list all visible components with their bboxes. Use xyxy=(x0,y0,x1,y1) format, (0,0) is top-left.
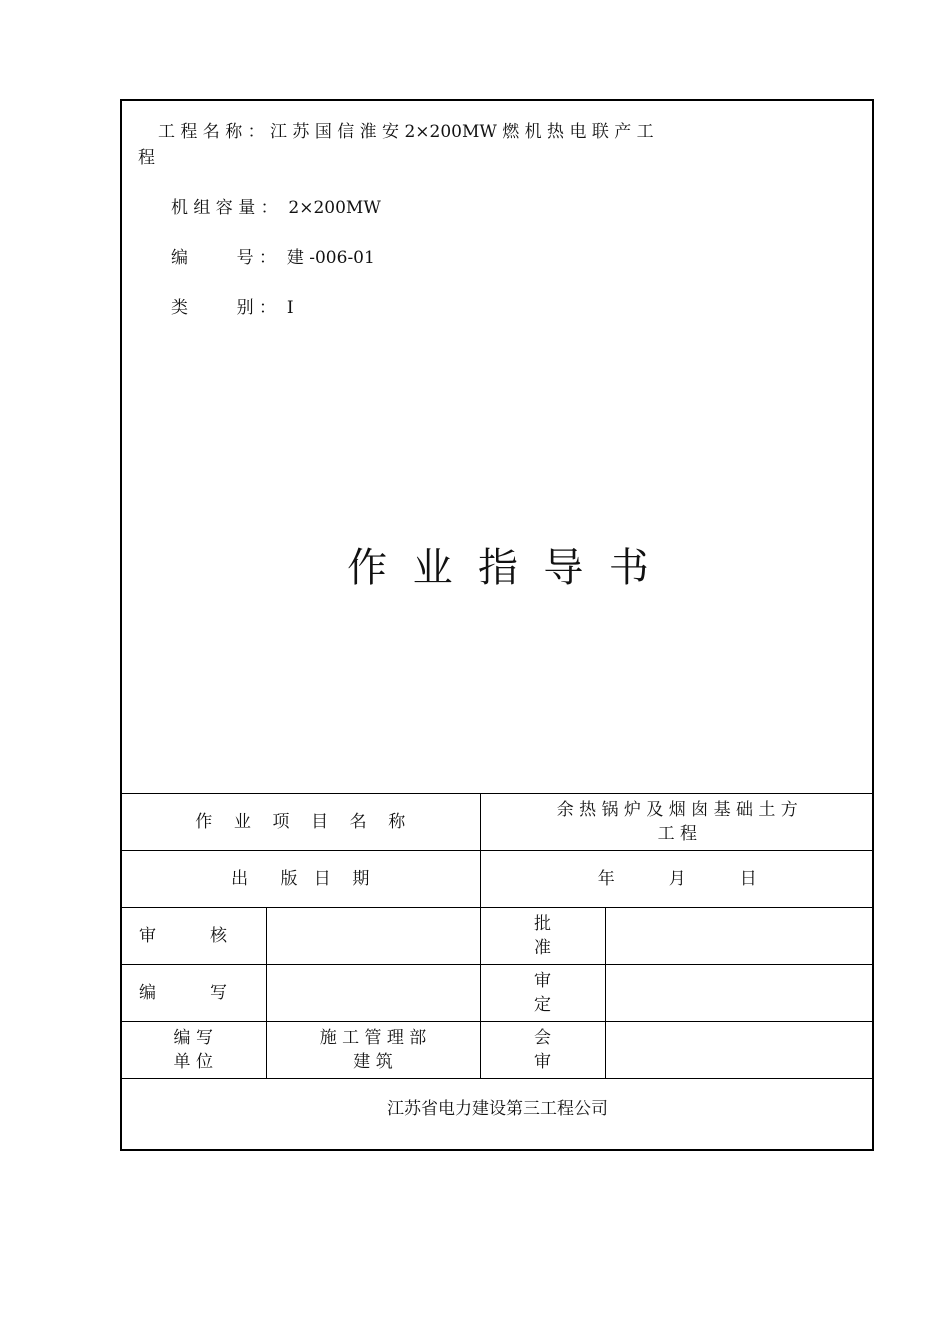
approve-label: 批 准 xyxy=(480,908,605,965)
write-unit-value: 施 工 管 理 部 建 筑 xyxy=(266,1022,480,1079)
document-title: 作 业 指 导 书 xyxy=(347,545,649,591)
project-name-line-2: 程 xyxy=(138,148,155,168)
info-table xyxy=(121,793,874,1150)
countersign-value xyxy=(605,1022,874,1079)
work-item-name-value: 余 热 锅 炉 及 烟 囱 基 础 土 方 工 程 xyxy=(480,794,874,851)
table-row xyxy=(121,1022,874,1079)
document-number: 编 号 ： 建 -006-01 xyxy=(171,248,375,268)
write-label: 编 写 xyxy=(121,965,266,1022)
check-label: 审 定 xyxy=(480,965,605,1022)
document-category: 类 别 ： I xyxy=(171,298,294,318)
table-row xyxy=(121,965,874,1022)
table-row xyxy=(121,908,874,965)
company-name: 江苏省电力建设第三工程公司 xyxy=(121,1079,874,1150)
review-label: 审 核 xyxy=(121,908,266,965)
unit-capacity: 机 组 容 量 ： 2×200MW xyxy=(171,198,381,218)
table-row xyxy=(121,1079,874,1150)
table-row xyxy=(121,794,874,851)
work-item-name-label: 作 业 项 目 名 称 xyxy=(121,794,480,851)
review-value xyxy=(266,908,480,965)
approve-value xyxy=(605,908,874,965)
write-unit-label: 编 写 单 位 xyxy=(121,1022,266,1079)
countersign-label: 会 审 xyxy=(480,1022,605,1079)
check-value xyxy=(605,965,874,1022)
publish-date-label: 出 版 日 期 xyxy=(121,851,480,908)
publish-date-value: 年 月 日 xyxy=(480,851,874,908)
project-name-line-1: 工 程 名 称 ： 江 苏 国 信 淮 安 2×200MW 燃 机 热 电 联 产 工 xyxy=(158,122,654,142)
table-row xyxy=(121,851,874,908)
write-value xyxy=(266,965,480,1022)
